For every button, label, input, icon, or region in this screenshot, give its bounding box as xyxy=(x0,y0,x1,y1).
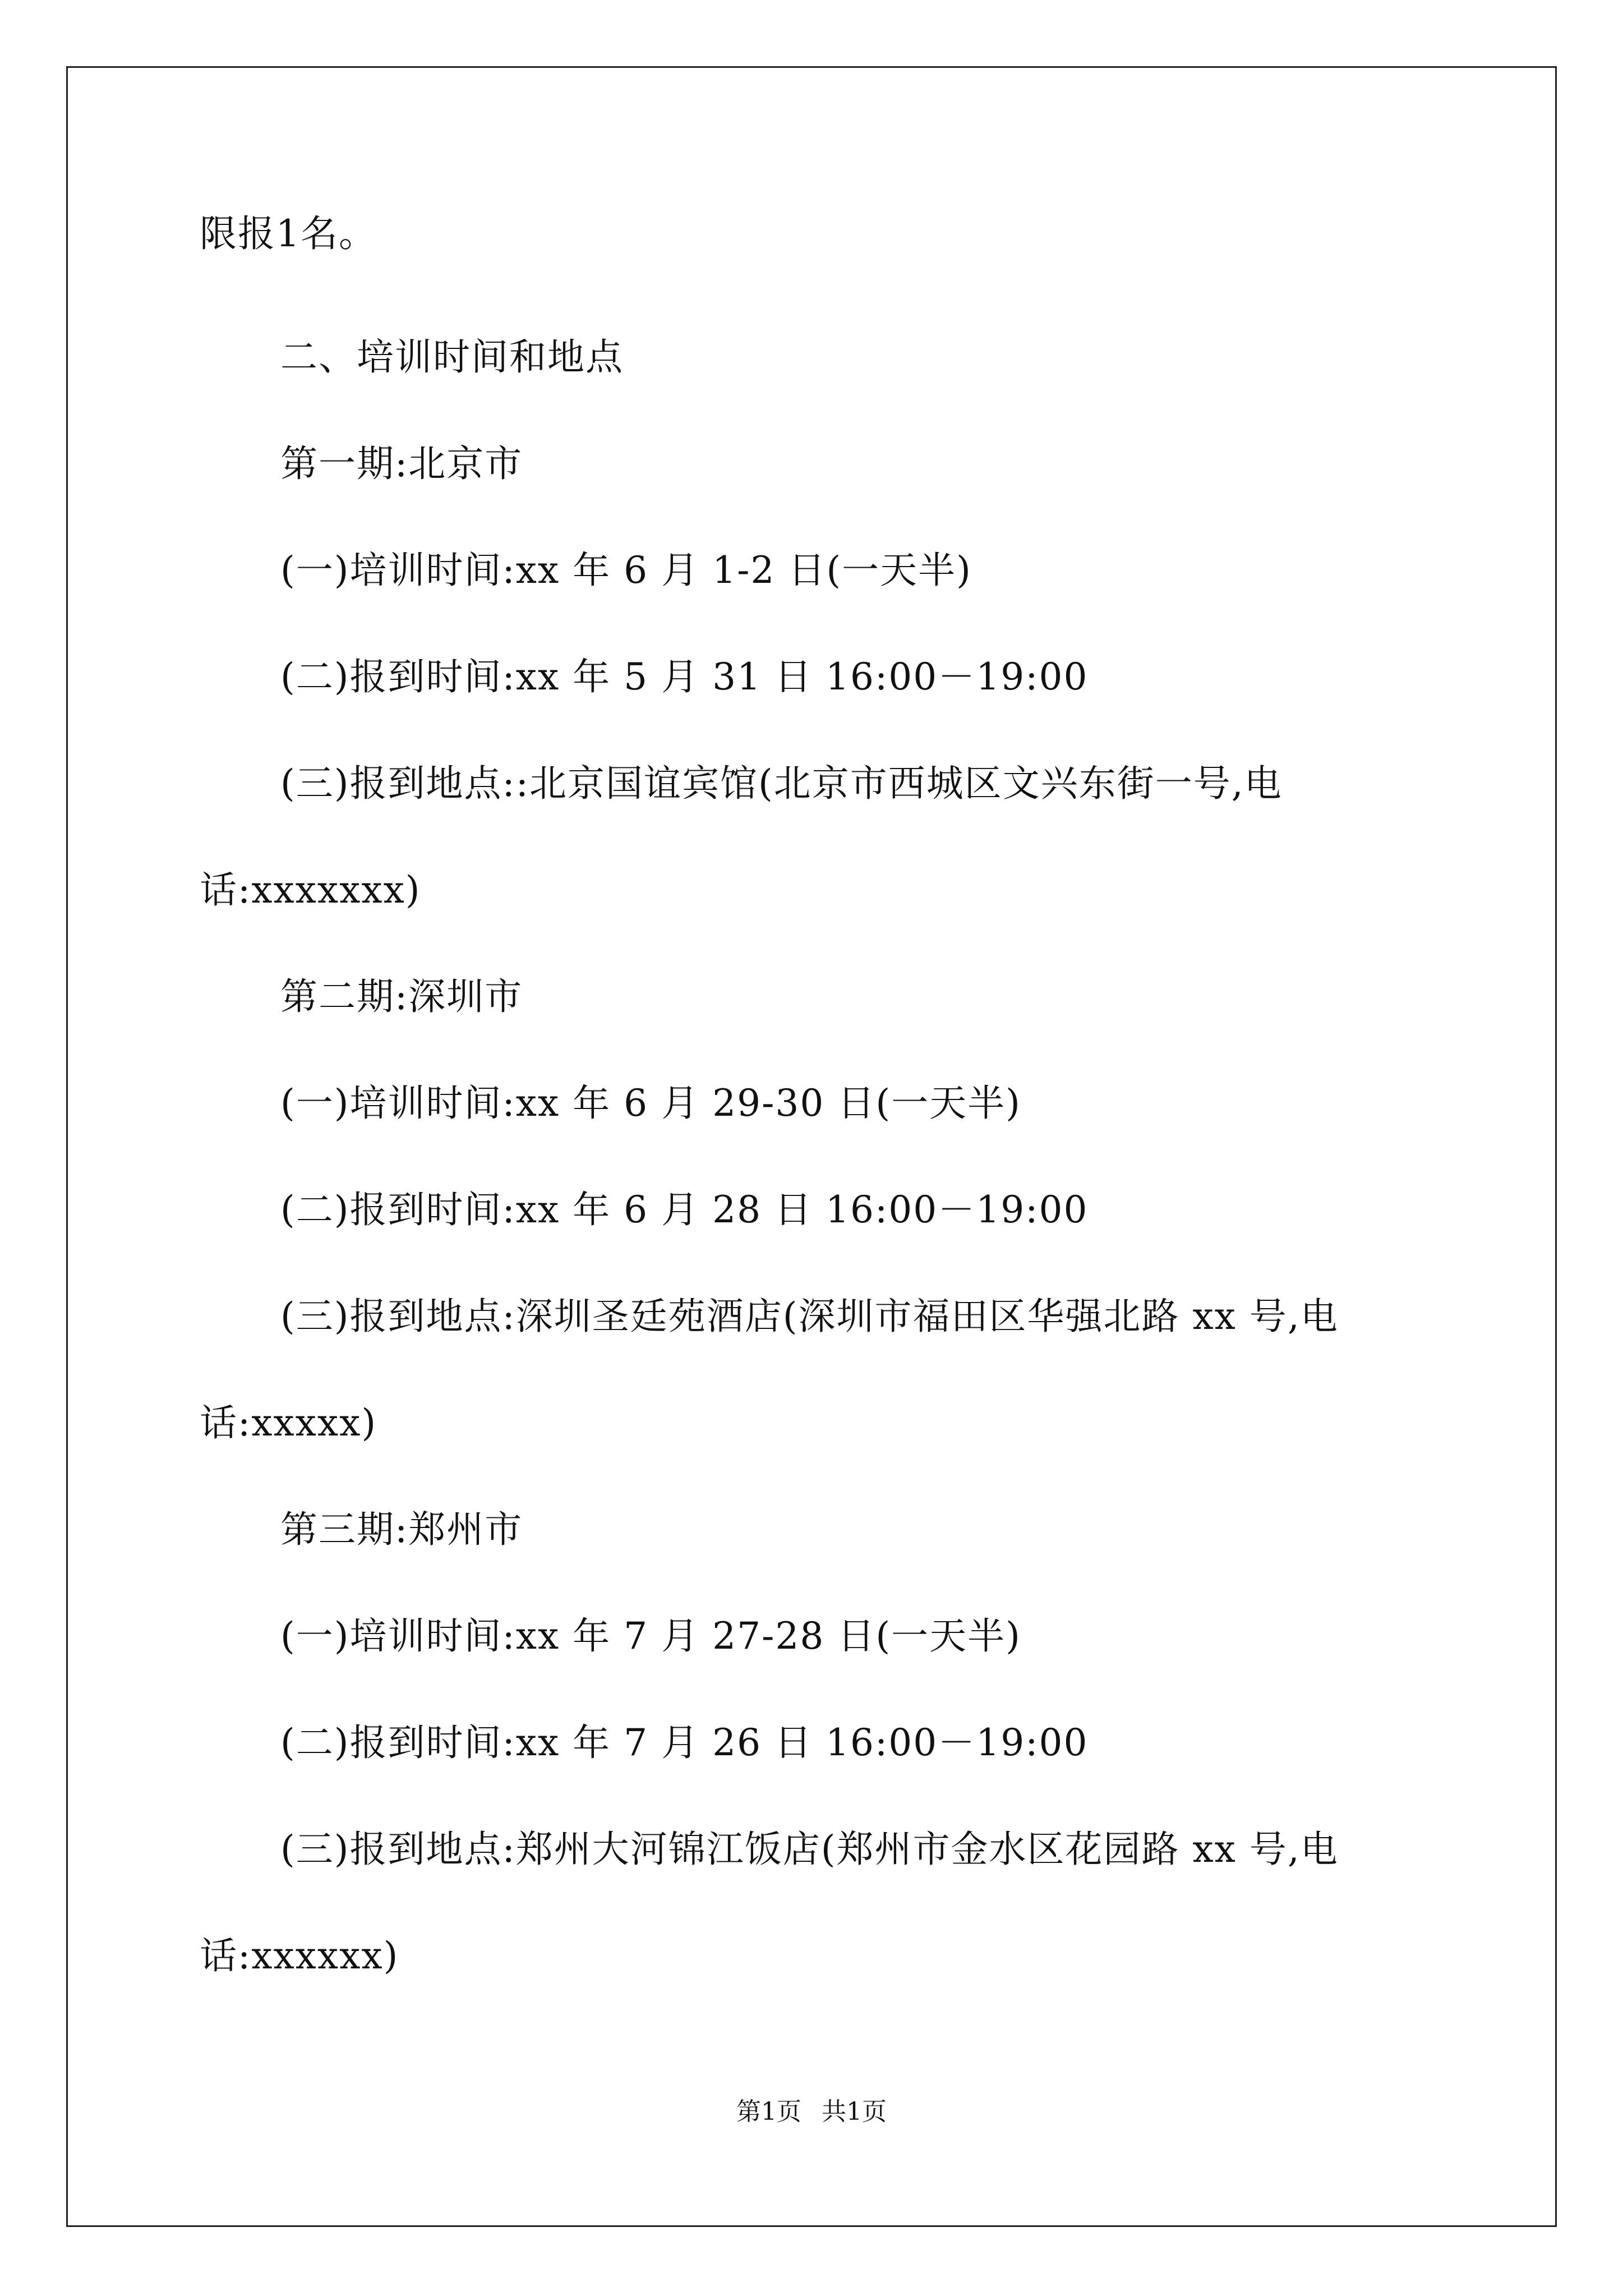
session-2-checkin-time: (二)报到时间:xx 年 6 月 28 日 16:00－19:00 xyxy=(280,1188,1089,1231)
session-1-phone: 话:xxxxxxx) xyxy=(200,868,421,912)
session-3-checkin-time: (二)报到时间:xx 年 7 月 26 日 16:00－19:00 xyxy=(280,1721,1089,1764)
paragraph-limit: 限报1名。 xyxy=(200,212,377,255)
section-heading: 二、培训时间和地点 xyxy=(280,335,624,379)
page-footer xyxy=(0,2095,1623,2129)
session-3-title: 第三期:郑州市 xyxy=(280,1508,523,1551)
page-number-total: 共1页 xyxy=(822,2097,887,2126)
session-2-phone: 话:xxxxx) xyxy=(200,1401,377,1444)
page-number-current: 第1页 xyxy=(736,2097,801,2126)
session-2-title: 第二期:深圳市 xyxy=(280,975,523,1018)
session-3-training-time: (一)培训时间:xx 年 7 月 27-28 日(一天半) xyxy=(280,1614,1021,1658)
session-2-training-time: (一)培训时间:xx 年 6 月 29-30 日(一天半) xyxy=(280,1082,1021,1125)
session-1-training-time: (一)培训时间:xx 年 6 月 1-2 日(一天半) xyxy=(280,549,972,592)
session-2-checkin-location: (三)报到地点:深圳圣廷苑酒店(深圳市福田区华强北路 xx 号,电 xyxy=(280,1295,1339,1338)
session-3-phone: 话:xxxxxx) xyxy=(200,1934,399,1977)
session-1-checkin-time: (二)报到时间:xx 年 5 月 31 日 16:00－19:00 xyxy=(280,655,1089,698)
session-1-checkin-location: (三)报到地点::北京国谊宾馆(北京市西城区文兴东街一号,电 xyxy=(280,762,1283,805)
session-1-title: 第一期:北京市 xyxy=(280,442,523,485)
session-3-checkin-location: (三)报到地点:郑州大河锦江饭店(郑州市金水区花园路 xx 号,电 xyxy=(280,1828,1339,1871)
